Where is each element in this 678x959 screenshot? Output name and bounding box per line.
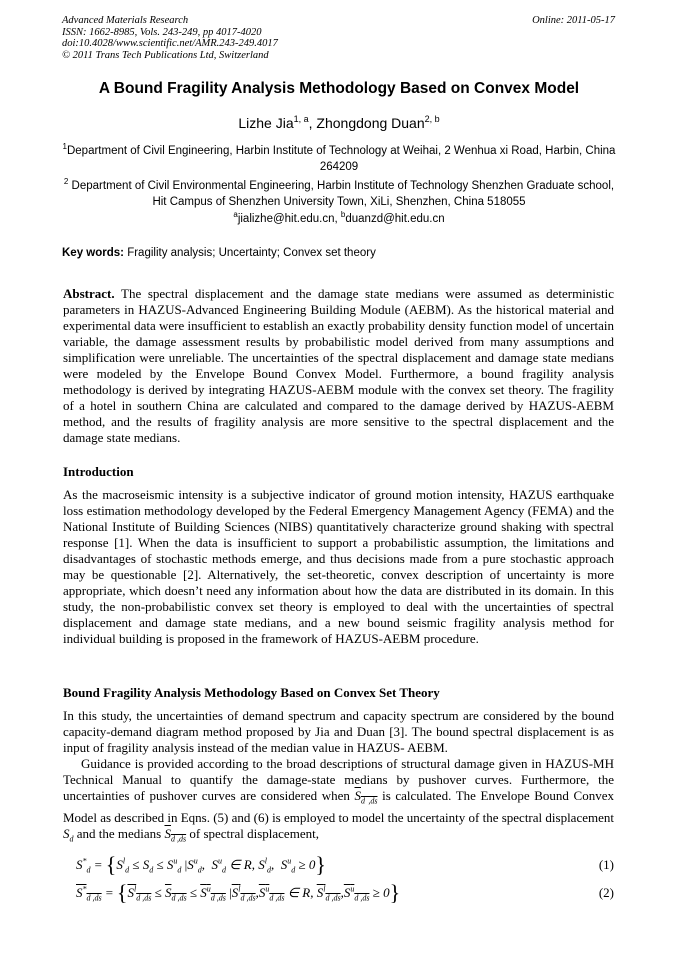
affiliation-2-sup: 2 (63, 177, 69, 186)
equation-1-number: (1) (598, 857, 614, 872)
abstract (63, 286, 614, 446)
symbol-sd: $S_d$ (63, 825, 74, 844)
paragraph-2-text-c: and the medians (73, 825, 165, 841)
introduction-text: As the macroseismic intensity is a subjective indicator of ground motion intensity, HAZUS earthquake loss estimation methodology developed by the Federal Emergency Management Agency (FEMA) and the National Institute of Building Sciences (NIBS) quantitatively characterize ground shaking with spectral response [1]. When the data is insufficient to support a probabilistic assumption, the limitations and disadvantages of stochastic methods emerge, and thus decisions made from a pure stochastic approach may be questionable [2]. Alternatively, the set-theoretic, convex description of uncertainty is more appropriate, which doesn’t need any information about how the data are distributed in its domain. In this study, the non-probabilistic convex set theory is employed to deal with the uncertainties of spectral displacement and damage state medians, and a new bound seismic fragility analysis method for individual building is proposed in the framework of HAZUS-AEBM procedure. (63, 487, 614, 646)
email-b-sup: b (340, 210, 346, 219)
affiliation-1-sup: 1 (62, 142, 67, 151)
keywords-label: Key words: (62, 247, 124, 259)
paragraph-2-text-a: Guidance is provided according to the broad descriptions of structural damage given in HAZUS-MH Technical Manual to quantify the damage-state medians by pushover curves. Furthermore, the uncertainties of pushover curves are considered when (63, 756, 614, 803)
equation-2: $S^*_{d ,ds} = \{S^l_{d ,ds} \le S_{d ,ds} \le S^u_{d ,ds}$ $|S^l_{d ,ds},S^u_{d ,ds}$ ∈ R, $S^l_{d ,ds},S^u_{d ,ds} \ge 0$} (76, 880, 401, 905)
paragraph-2-text-d: of spectral displacement, (186, 825, 319, 841)
keywords-text: Fragility analysis; Uncertainty; Convex set theory (124, 247, 376, 259)
section-heading: Bound Fragility Analysis Methodology Based on Convex Set Theory (63, 685, 440, 700)
email-line (30, 210, 648, 225)
issn-line: ISSN: 1662-8985, Vols. 243-249, pp 4017-4020 (62, 26, 262, 38)
symbol-sd-ds-2: $S_{d ,ds}$ (164, 825, 187, 844)
doi-line: doi:10.4028/www.scientific.net/AMR.243-249.4017 (62, 38, 278, 49)
section-paragraph-2 (63, 756, 614, 847)
equation-1: $S^*_d = \{S^l_d \le S_d \le S^u_d$ $|S^u_d$, $S^u_d$ ∈ R, $S^l_d$, $S^u_d \ge 0$} (76, 852, 326, 877)
affiliation-1-text: Department of Civil Engineering, Harbin Institute of Technology at Weihai, 2 Wenhua xi Road, Harbin, China 264209 (66, 145, 616, 173)
copyright-line: © 2011 Trans Tech Publications Ltd, Switzerland (62, 49, 269, 61)
introduction-heading: Introduction (63, 464, 134, 479)
affiliation-2-text: Department of Civil Environmental Engineering, Harbin Institute of Technology Shenzhen Graduate school, Hit Campus of Shenzhen University Town, XiLi, Shenzhen, China 518055 (68, 180, 615, 208)
email-a-sup: a (233, 210, 238, 219)
author-separator: , (308, 115, 317, 131)
author-1-sup: 1, a (293, 114, 309, 124)
section-paragraph-1: In this study, the uncertainties of demand spectrum and capacity spectrum are considered by the bound capacity-demand diagram method proposed by Jia and Duan [3]. The bound spectral displacement is as input of fragility analysis instead of the median value in HAZUS- AEBM. (63, 708, 614, 755)
author-2: Zhongdong Duan (316, 115, 425, 131)
author-1: Lizhe Jia (238, 115, 294, 131)
online-date: Online: 2011-05-17 (532, 15, 615, 26)
equation-2-number: (2) (598, 885, 614, 900)
paragraph-2-text-b: is calculated. The Envelope Bound Convex Model as described in Eqns. (5) and (6) is employed to model the uncertainty of the spectral displacement (63, 788, 614, 825)
email-a[interactable]: jializhe@hit.edu.cn, (237, 213, 341, 225)
abstract-text: The spectral displacement and the damage state medians were assumed as deterministic parameters in HAZUS-Advanced Engineering Building Module (AEBM). As the historical material and experimental data were insufficient to establish an exactly probability density function model of uncertain variable, the damage assessment results by probabilistic model derived from many assumptions and simplification were unreliable. The uncertainties of the spectral displacement and damage state medians were modeled by the Envelope Bound Convex Model. Furthermore, a bound fragility analysis methodology is derived by integrating HAZUS-AEBM module with the convex set theory. The fragility of a hotel in southern China are calculated and compared to the damage derived by HAZUS-AEBM method, and the results of fragility analysis are more sensitive to the spectral displacement and the damage state medians. (63, 286, 615, 445)
keywords (62, 247, 376, 259)
symbol-sd-ds: $S_{d ,ds}$ (354, 788, 378, 806)
author-2-sup: 2, b (424, 114, 440, 124)
author-line (30, 114, 648, 131)
journal-name: Advanced Materials Research (62, 15, 189, 26)
affiliation-2 (60, 174, 618, 210)
journal-header (62, 15, 278, 61)
paper-title: A Bound Fragility Analysis Methodology Based on Convex Model (98, 80, 580, 97)
abstract-label: Abstract. (63, 286, 115, 301)
affiliation-1 (60, 139, 618, 175)
email-b[interactable]: duanzd@hit.edu.cn (345, 213, 445, 225)
